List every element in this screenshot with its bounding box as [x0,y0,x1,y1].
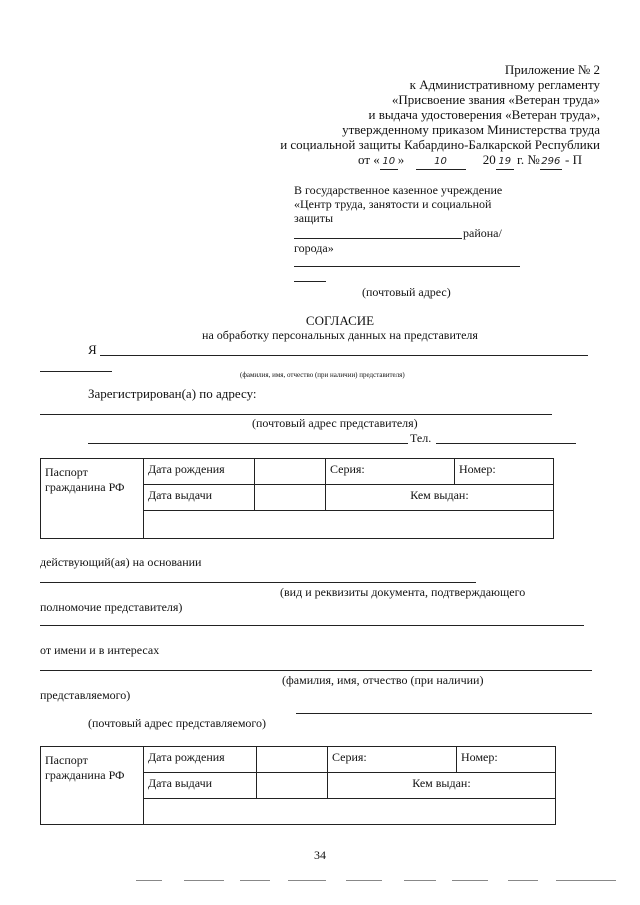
appendix-line-3: «Присвоение звания «Ветеран труда» [391,92,600,107]
i-label: Я [88,342,97,357]
rep-address-line [88,443,408,444]
order-from-label: от « [358,152,380,167]
fio-line-continued [40,371,112,372]
appendix-line-2: к Административному регламенту [409,77,600,92]
passport-label-cell-2: Паспорт гражданина РФ [41,747,144,825]
authority-line [40,625,584,626]
issue-date-label: Дата выдачи [144,485,255,511]
recipient-postal-caption: (почтовый адрес) [362,285,451,299]
number-label-2: Номер: [457,747,556,773]
registered-address-line [40,414,552,415]
represented-postal-caption: (почтовый адрес представляемого) [88,716,267,730]
fio-caption: (фамилия, имя, отчество (при наличии) представителя) [240,371,405,379]
issue-date-value[interactable] [255,485,326,511]
doc-line [40,582,476,583]
page-number: 34 [314,848,326,862]
recipient-address-line [294,266,520,267]
birth-date-value-2[interactable] [257,747,328,773]
represented-line [40,670,592,671]
birth-date-label: Дата рождения [144,459,255,485]
represented-label: представляемого) [40,688,131,702]
doc-caption: (вид и реквизиты документа, подтверждающего [280,585,526,599]
order-year-prefix: 20 [482,152,496,167]
appendix-line-5: утвержденному приказом Министерства труда [342,122,600,137]
appendix-line-6: и социальной защиты Кабардино-Балкарской Республики [280,137,600,152]
recipient-district: района/ [463,226,502,240]
series-label-2: Серия: [328,747,457,773]
recipient-city: города» [294,241,334,255]
order-number: 296 [540,154,562,170]
appendix-line-4: и выдача удостоверения «Ветеран труда», [368,107,600,122]
represented-passport-table [40,746,556,825]
issued-by-value-2[interactable] [144,799,556,825]
order-year: 19 [496,154,514,170]
acting-label: действующий(ая) на основании [40,555,202,569]
order-day: 10 [380,154,398,170]
district-blank-line [294,238,462,239]
tel-label: Тел. [410,431,432,445]
document-title: СОГЛАСИЕ [305,313,375,328]
authority-label: полномочие представителя) [40,600,183,614]
series-label: Серия: [326,459,455,485]
issued-by-value[interactable] [144,511,554,539]
issued-by-label-2: Кем выдан: [328,773,556,799]
order-year-suffix: г. № [517,152,540,167]
tel-line [436,443,576,444]
birth-date-label-2: Дата рождения [144,747,257,773]
fio-line [100,355,588,356]
passport-label-cell: Паспорт гражданина РФ [41,459,144,539]
order-month: 10 [416,154,466,170]
number-label: Номер: [455,459,554,485]
document-subtitle: на обработку персональных данных на представителя [202,328,478,342]
recipient-address-line-short [294,281,326,282]
order-quote: » [397,152,405,167]
order-suffix: - П [565,152,583,167]
appendix-title: Приложение № 2 [504,62,600,77]
represented-address-line [296,713,592,714]
representative-passport-table [40,458,554,539]
issued-by-label: Кем выдан: [326,485,554,511]
on-behalf-label: от имени и в интересах [40,643,160,657]
registered-label: Зарегистрирован(а) по адресу: [88,386,257,401]
issue-date-value-2[interactable] [257,773,328,799]
order-date-line [358,152,582,170]
birth-date-value[interactable] [255,459,326,485]
rep-postal-caption: (почтовый адрес представителя) [252,416,418,430]
recipient-line-3: защиты [294,211,334,225]
recipient-line-1: В государственное казенное учреждение [294,183,503,197]
recipient-line-2: «Центр труда, занятости и социальной [294,197,492,211]
represented-caption: (фамилия, имя, отчество (при наличии) [282,673,484,687]
issue-date-label-2: Дата выдачи [144,773,257,799]
